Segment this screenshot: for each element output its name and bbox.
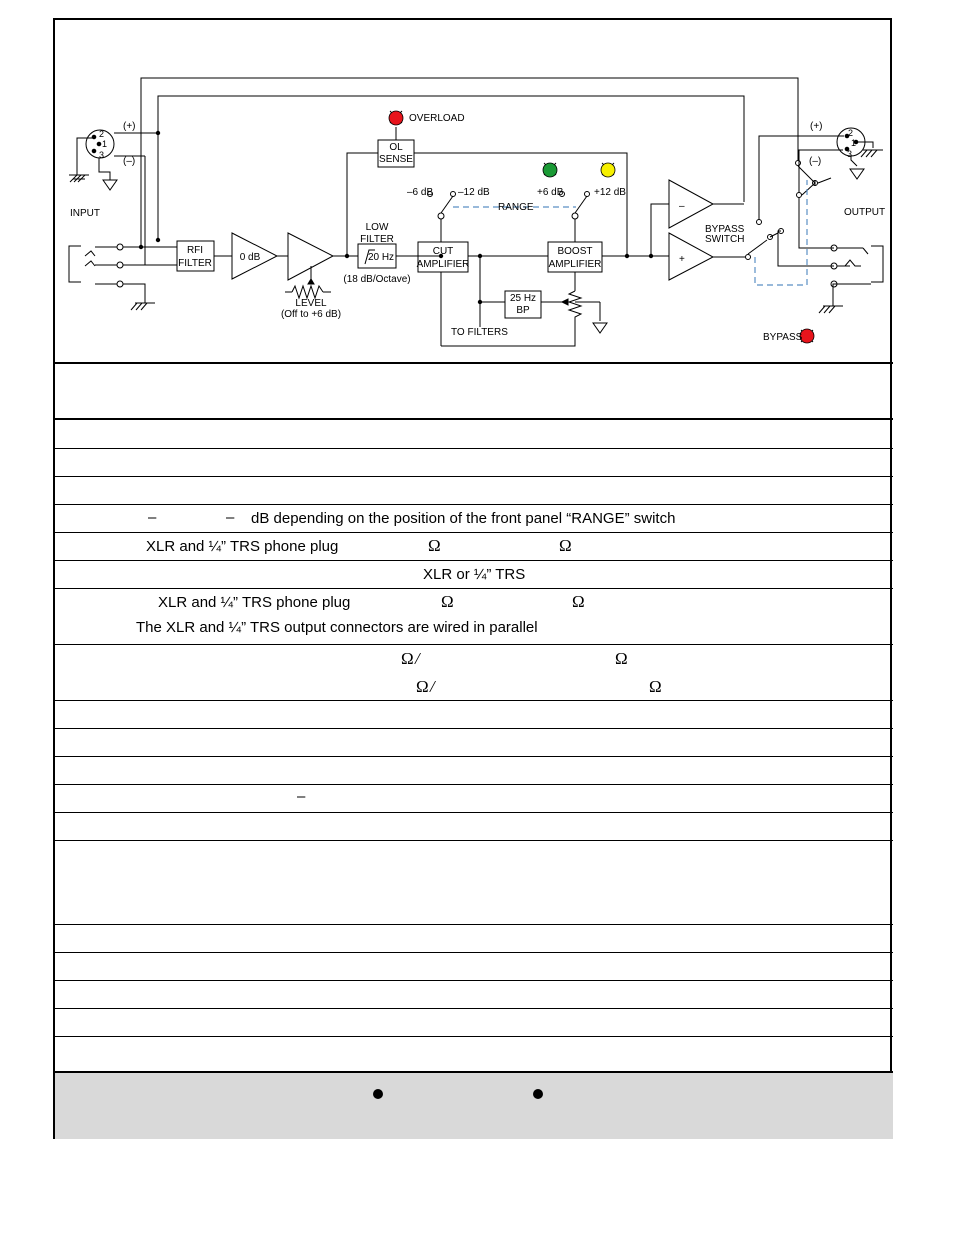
output-ohm-2: Ω	[572, 592, 585, 611]
row-divider	[55, 588, 893, 589]
output-pin1-label: 1	[851, 138, 857, 148]
bp-label-2: BP	[516, 305, 530, 316]
range-dash-a: –	[148, 509, 157, 526]
cut-amp-label-1: CUT	[432, 246, 454, 257]
level-range-label: (Off to +6 dB)	[280, 309, 342, 320]
output-minus-label: (–)	[809, 156, 822, 167]
rfi-label-1: RFI	[186, 245, 204, 256]
range-minus6-label: –6 dB	[407, 187, 434, 198]
load2-ohm-2: Ω	[649, 677, 662, 696]
low-filter-label-2: FILTER	[360, 234, 394, 245]
row-divider	[55, 700, 893, 701]
zero-db-label: 0 dB	[239, 252, 261, 263]
low-filter-freq: 20 Hz	[367, 252, 395, 263]
load1-ohm-2: Ω	[615, 649, 628, 668]
yellow-range-led	[601, 163, 615, 177]
load2-ohm-1: Ω	[416, 677, 429, 696]
output-label: OUTPUT	[844, 207, 886, 218]
bypass-label: BYPASS	[763, 332, 803, 343]
footer-band	[55, 1073, 893, 1139]
diagram-bottom-rule	[55, 362, 893, 364]
low-filter-slope: (18 dB/Octave)	[343, 274, 411, 285]
row-divider	[55, 532, 893, 533]
plus-amp-label: +	[679, 254, 685, 265]
row-divider	[55, 448, 893, 449]
input-minus-label: (–)	[123, 156, 136, 167]
inverting-output-amplifier	[669, 180, 713, 228]
bypass-switch-label-2: SWITCH	[705, 234, 745, 245]
output-ohm-1: Ω	[441, 592, 454, 611]
overload-led	[389, 111, 403, 125]
row-divider	[55, 980, 893, 981]
ol-sense-label-2: SENSE	[379, 154, 413, 165]
bypass-switch-label-1: BYPASS	[705, 224, 745, 235]
input-connector-type: XLR and ¼” TRS phone plug	[146, 538, 339, 555]
input-plus-label: (+)	[123, 121, 136, 132]
minus-amp-label: –	[679, 201, 685, 212]
row-divider	[55, 952, 893, 953]
row-divider	[55, 560, 893, 561]
misc-dash: –	[297, 788, 306, 805]
to-filters-label: TO FILTERS	[451, 327, 508, 338]
range-minus12-label: –12 dB	[458, 187, 490, 198]
range-description: dB depending on the position of the front panel “RANGE” switch	[251, 510, 676, 527]
output-pin2-label: 2	[848, 128, 854, 138]
block-diagram-svg	[55, 20, 893, 363]
row-divider	[55, 924, 893, 925]
row-divider	[55, 756, 893, 757]
output-pin3-label: 3	[847, 149, 853, 159]
green-range-led	[543, 163, 557, 177]
range-plus6-label: +6 dB	[537, 187, 564, 198]
row-divider	[55, 476, 893, 477]
spec-table-top-rule	[55, 418, 893, 420]
level-label: LEVEL	[295, 298, 327, 309]
input-pin3-label: 3	[99, 150, 105, 160]
row-divider	[55, 644, 893, 645]
output-parallel-note: The XLR and ¼” TRS output connectors are wired in parallel	[136, 619, 538, 636]
range-label: RANGE	[498, 202, 534, 213]
output-plus-label: (+)	[810, 121, 823, 132]
bp-label-1: 25 Hz	[509, 293, 537, 304]
overload-label: OVERLOAD	[409, 113, 465, 124]
load1-ohm-1: Ω	[401, 649, 414, 668]
row-divider	[55, 504, 893, 505]
row-divider	[55, 728, 893, 729]
connector-type: XLR or ¼” TRS	[423, 566, 526, 583]
low-filter-label-1: LOW	[365, 222, 389, 233]
footer-bullet-2	[533, 1089, 543, 1099]
input-ohm-2: Ω	[559, 536, 572, 555]
input-pin2-label: 2	[99, 129, 105, 139]
row-divider	[55, 840, 893, 841]
row-divider	[55, 812, 893, 813]
block-diagram	[55, 20, 893, 363]
input-pin1-label: 1	[102, 139, 108, 149]
row-divider	[55, 1036, 893, 1037]
row-divider	[55, 784, 893, 785]
load2-slash: /	[430, 677, 435, 696]
load1-slash: /	[415, 649, 420, 668]
boost-amp-label-1: BOOST	[557, 246, 593, 257]
range-plus12-label: +12 dB	[594, 187, 626, 198]
range-dash-b: –	[226, 509, 235, 526]
ol-sense-label-1: OL	[389, 142, 403, 153]
cut-amp-label-2: AMPLIFIER	[416, 259, 470, 270]
row-divider	[55, 1008, 893, 1009]
boost-amp-label-2: AMPLIFIER	[548, 259, 602, 270]
input-ohm-1: Ω	[428, 536, 441, 555]
input-label: INPUT	[70, 208, 100, 219]
rfi-label-2: FILTER	[178, 258, 212, 269]
footer-bullet-1	[373, 1089, 383, 1099]
output-connector-type: XLR and ¼” TRS phone plug	[158, 594, 351, 611]
